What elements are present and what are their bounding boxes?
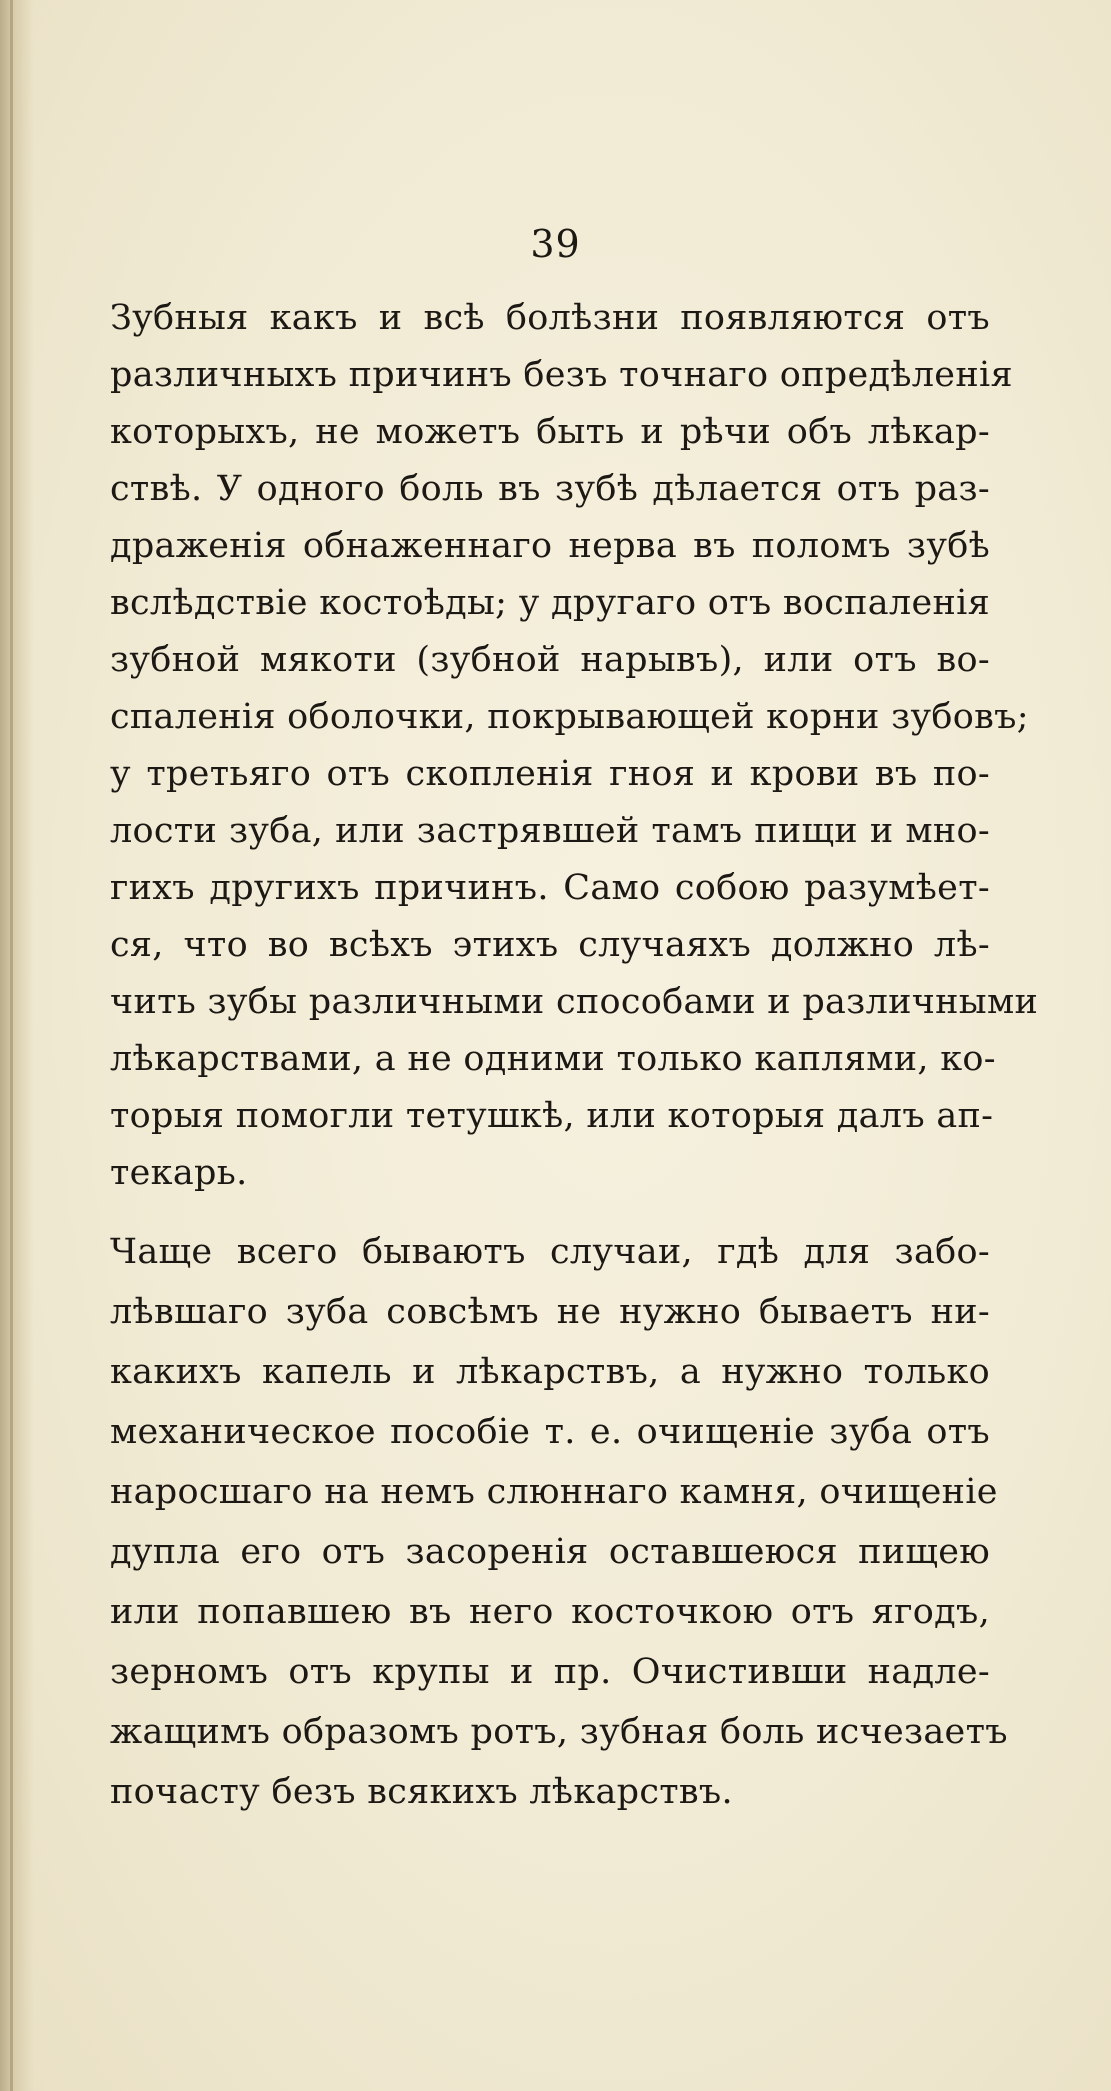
text-line: наросшаго на немъ слюннаго камня, очищеніе (110, 1472, 998, 1512)
text-body (110, 290, 1039, 1822)
text-line: почасту безъ всякихъ лѣкарствъ. (110, 1772, 733, 1812)
binding-edge (10, 0, 13, 2091)
text-line: лѣкарствами, а не одними только каплями, ко- (110, 1039, 996, 1079)
text-line: Чаще всего бываютъ случаи, гдѣ для забо- (110, 1232, 990, 1272)
text-line: какихъ капель и лѣкарствъ, а нужно только (110, 1352, 990, 1392)
binding-shadow (0, 0, 34, 2091)
text-line: различныхъ причинъ безъ точнаго опредѣленія (110, 355, 1013, 395)
paragraph-2 (110, 1222, 1008, 1822)
text-line: лости зуба, или застрявшей тамъ пищи и мно- (110, 811, 990, 851)
text-line: механическое пособіе т. е. очищеніе зуба отъ (110, 1412, 990, 1452)
text-line: которыхъ, не можетъ быть и рѣчи объ лѣкар- (110, 412, 990, 452)
text-line: у третьяго отъ скопленія гноя и крови въ по- (110, 754, 990, 794)
text-line: Зубныя какъ и всѣ болѣзни появляются отъ (110, 298, 990, 338)
text-line: ствѣ. У одного боль въ зубѣ дѣлается отъ раз- (110, 469, 990, 509)
text-line: гихъ другихъ причинъ. Само собою разумѣет- (110, 868, 990, 908)
text-line: спаленія оболочки, покрывающей корни зубовъ; (110, 697, 1029, 737)
text-line: жащимъ образомъ ротъ, зубная боль исчезаетъ (110, 1712, 1008, 1752)
text-line: дупла его отъ засоренія оставшеюся пищею (110, 1532, 990, 1572)
text-line: зерномъ отъ крупы и пр. Очистивши надле- (110, 1652, 990, 1692)
text-line: зубной мякоти (зубной нарывъ), или отъ во- (110, 640, 990, 680)
text-line: или попавшею въ него косточкою отъ ягодъ, (110, 1592, 990, 1632)
page-number: 39 (530, 222, 581, 266)
paragraph-gap (110, 1202, 990, 1222)
text-line: лѣвшаго зуба совсѣмъ не нужно бываетъ ни- (110, 1292, 990, 1332)
text-line: чить зубы различными способами и различными (110, 982, 1039, 1022)
text-line: драженія обнаженнаго нерва въ поломъ зубѣ (110, 526, 990, 566)
paragraph-1 (110, 290, 1039, 1202)
text-line: ся, что во всѣхъ этихъ случаяхъ должно лѣ- (110, 925, 990, 965)
text-line: текарь. (110, 1153, 248, 1193)
text-line: вслѣдствіе костоѣды; у другаго отъ воспаленія (110, 583, 990, 623)
text-line: торыя помогли тетушкѣ, или которыя далъ ап- (110, 1096, 994, 1136)
